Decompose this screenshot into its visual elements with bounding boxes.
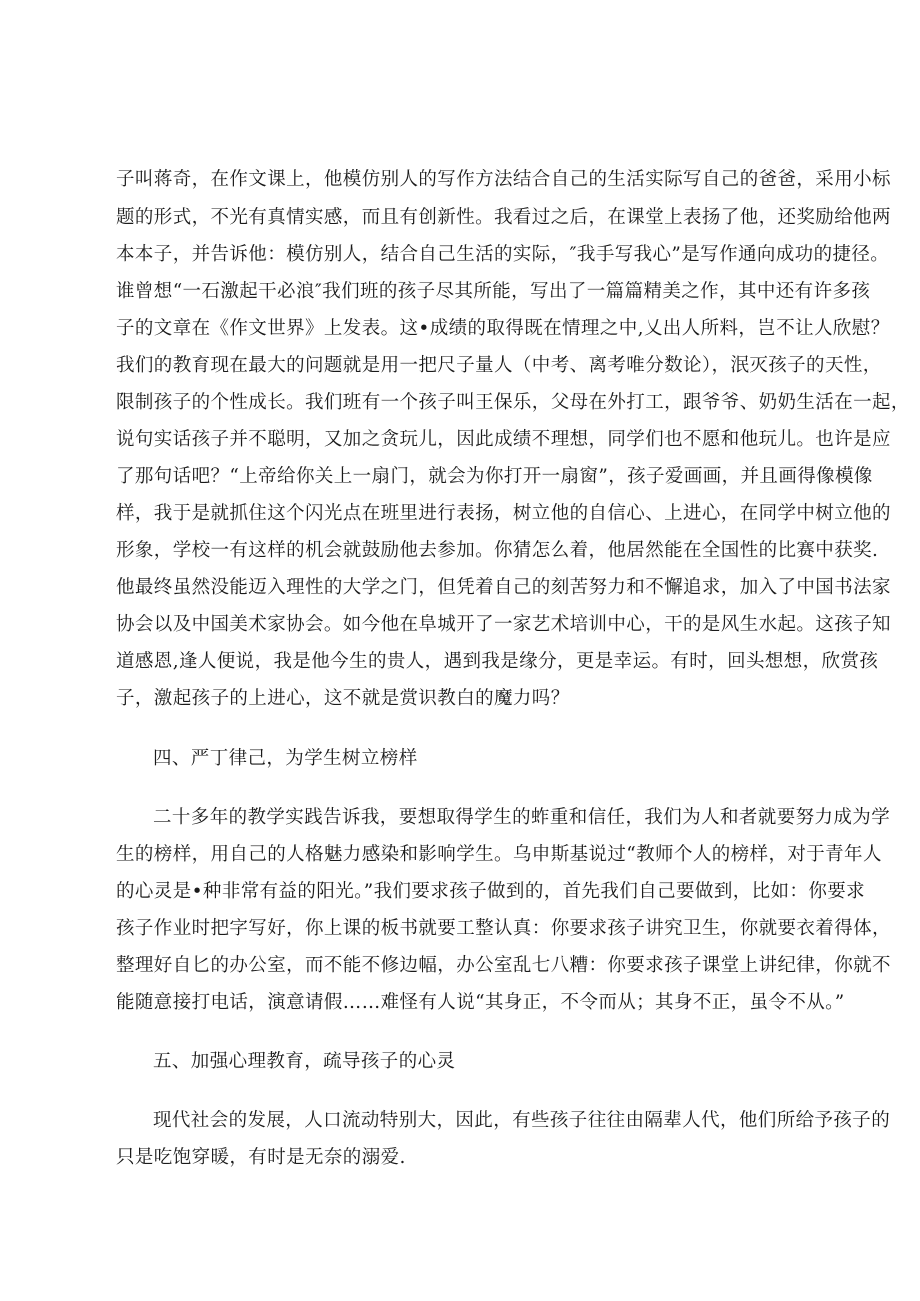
body-text-line: 他最终虽然没能迈入理性的大学之门，但凭着自己的刻苦努力和不懈追求，加入了中国书法家 — [116, 577, 891, 598]
body-text-line: 样，我于是就抓住这个闪光点在班里进行表扬，树立他的自信心、上进心，在同学中树立他的 — [116, 503, 891, 524]
body-text-line: 谁曾想“一石激起干必浪″我们班的孩子尽其所能，写出了一篇篇精美之作，其中还有许多孩 — [116, 281, 871, 302]
body-text-line: 道感恩,逢人便说，我是他今生的贵人，遇到我是缘分，更是幸运。有时，回头想想，欣赏孩 — [116, 651, 879, 672]
body-text-line: 协会以及中国美术家协会。如今他在阜城开了一家艺术培训中心，干的是风生水起。这孩子知 — [116, 614, 891, 635]
body-text-line: 只是吃饱穿暖，有时是无奈的溺爱. — [116, 1147, 406, 1168]
body-text-line: 子叫蒋奇，在作文课上，他模仿别人的写作方法结合自己的生活实际写自己的爸爸，采用小标 — [116, 169, 891, 190]
body-text-line: 子，激起孩子的上进心，这不就是赏识教白的魔力吗？ — [116, 688, 570, 709]
body-text-line: 现代社会的发展，人口流动特别大，因此，有些孩子往往由隔辈人代，他们所给予孩子的 — [153, 1110, 891, 1131]
body-text-line: 能随意接打电话，演意请假……难怪有人说“其身正，不令而从；其身不正，虽令不从。” — [116, 992, 845, 1013]
body-text-line: 整理好自匕的办公室，而不能不修边幅，办公室乱七八糟：你要求孩子课堂上讲纪律，你就不 — [116, 955, 891, 976]
body-text-line: 说句实话孩子并不聪明，又加之贪玩儿，因此成绩不理想，同学们也不愿和他玩儿。也许是应 — [116, 429, 891, 450]
body-text-line: 本本子，并告诉他：模仿别人，结合自己生活的实际，″我手写我心”是写作通向成功的捷径。 — [116, 244, 890, 265]
section-heading: 五、加强心理教育，疏导孩子的心灵 — [153, 1051, 456, 1072]
section-heading: 四、严丁律己，为学生树立榜样 — [153, 748, 418, 769]
body-text-line: 二十多年的教学实践告诉我，要想取得学生的蚱重和信任，我们为人和者就要努力成为学 — [153, 807, 891, 828]
body-text-line: 限制孩子的个性成长。我们班有一个孩子叫王保乐，父母在外打工，跟爷爷、奶奶生活在一起， — [116, 392, 910, 413]
body-text-line: 孩子作业时把字写好，你上课的板书就要工整认真：你要求孩子讲究卫生，你就要衣着得体， — [116, 918, 891, 939]
body-text-line: 子的文章在《作文世界》上发表。这•成绩的取得既在情理之中,乂出人所料，岂不让人欣慰？ — [116, 318, 890, 339]
body-text-line: 我们的教育现在最大的问题就是用一把尺子量人（中考、离考唯分数论），泯灭孩子的天性， — [116, 355, 882, 376]
body-text-line: 形象，学校一有这样的机会就鼓励他去参加。你猜怎么着，他居然能在全国性的比赛中获奖. — [116, 540, 879, 561]
body-text-line: 题的形式，不光有真情实感，而且有创新性。我看过之后，在课堂上表扬了他，还奖励给他两 — [116, 207, 891, 228]
body-text-line: 的心灵是•种非常有益的阳光。”我们要求孩子做到的，首先我们自己要做到，比如：你要求 — [116, 881, 866, 902]
body-text-line: 了那句话吧？“上帝给你关上一扇门，就会为你打开一扇窗”，孩子爱画画，并且画得像模像 — [116, 466, 873, 487]
body-text-line: 生的榜样，用自己的人格魅力感染和影响学生。乌申斯基说过“教师个人的榜样，对于青年人 — [116, 844, 882, 865]
